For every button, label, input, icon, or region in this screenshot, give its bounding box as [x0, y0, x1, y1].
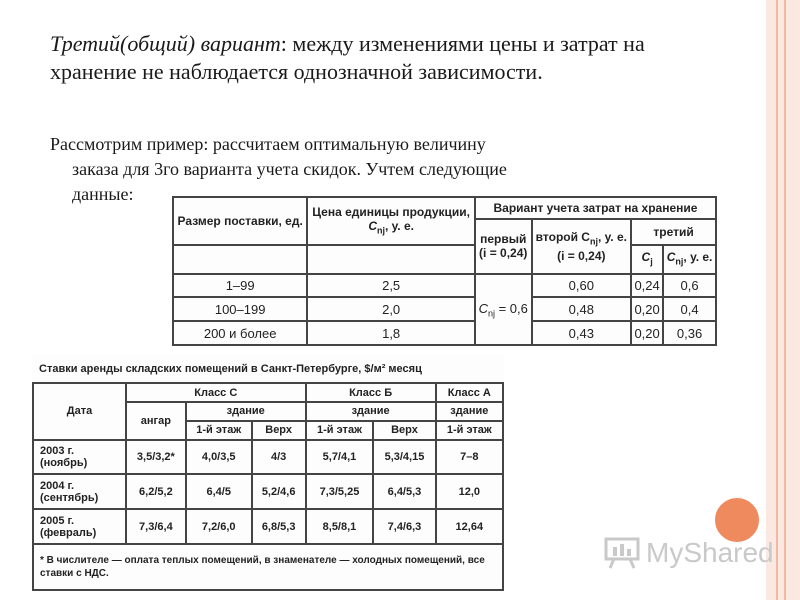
logo-text: MyShared — [646, 537, 774, 568]
col-header-class-a: Класс А — [436, 383, 503, 402]
rental-table-note: * В числителе — оплата теплых помещений, в знаменателе — холодных помещений, все ставки с НДС. — [33, 544, 503, 590]
decorative-border-line — [784, 0, 786, 600]
decorative-border-line — [776, 0, 778, 600]
col-header-class-c: Класс С — [126, 383, 306, 402]
col-header-building-c: здание — [186, 402, 306, 421]
paragraph-line-1: Рассмотрим пример: рассчитаем оптимальную величину — [50, 134, 486, 154]
col-header-hangar: ангар — [126, 402, 186, 440]
col-header-top: Верх — [252, 421, 306, 440]
col-header-building-b: здание — [306, 402, 436, 421]
rental-table-title: Ставки аренды складских помещений в Санкт-Петербурге, $/м² месяц — [33, 355, 503, 383]
rental-rates-table-image — [32, 355, 504, 591]
col-header-second: второй $C_{nj}$, у. е. (i = 0,24) — [532, 219, 632, 273]
table-row: 2003 г. (ноябрь) 3,5/3,2* 4,0/3,5 4/3 5,7/4,1 5,3/4,15 7–8 — [33, 440, 503, 475]
table-row: 2005 г. (февраль) 7,3/6,4 7,2/6,0 6,8/5,3 8,5/8,1 7,4/6,3 12,64 — [33, 509, 503, 544]
col-header-cj: $C_j$ — [631, 245, 663, 274]
col-header-size: Размер поставки, ед. — [173, 197, 307, 245]
col-header-date: Дата — [33, 383, 126, 439]
paragraph-line-3: данные: — [72, 184, 134, 204]
col-header-first: первый (i = 0,24) — [475, 219, 532, 273]
decorative-border-band — [766, 0, 800, 600]
col-header-building-a: здание — [436, 402, 503, 421]
col-header-floor1: 1-й этаж — [186, 421, 252, 440]
heading-italic: Третий(общий) вариант — [50, 31, 281, 56]
first-variant-value: $C_{nj} = 0,6$ — [475, 274, 532, 345]
table-row: 100–199 2,0 0,48 0,20 0,4 — [173, 297, 716, 321]
table-row: 1–99 2,5 $C_{nj} = 0,6$ 0,60 0,24 0,6 — [173, 274, 716, 298]
presentation-board-icon — [604, 537, 640, 569]
col-header-class-b: Класс Б — [306, 383, 436, 402]
myshared-logo — [604, 536, 774, 570]
slide-heading — [50, 30, 710, 86]
col-header-top: Верх — [373, 421, 435, 440]
paragraph-line-2: заказа для 3го варианта учета скидок. Учтем следующие — [72, 159, 507, 179]
table-row: 2004 г. (сентябрь) 6,2/5,2 6,4/5 5,2/4,6 7,3/5,25 6,4/5,3 12,0 — [33, 474, 503, 509]
col-header-floor1: 1-й этаж — [436, 421, 503, 440]
col-header-price: Цена единицы продукции, $C_{nj}$, у. е. — [307, 197, 475, 245]
storage-cost-table-image — [172, 196, 717, 346]
col-header-floor1: 1-й этаж — [306, 421, 374, 440]
col-header-variant: Вариант учета затрат на хранение — [475, 197, 716, 219]
col-header-third: третий — [631, 219, 716, 245]
heading-text: : между изменениями цены и затрат на хранение не наблюдается однозначной зависимости. — [50, 31, 645, 84]
table-row: 200 и более 1,8 0,43 0,20 0,36 — [173, 321, 716, 345]
col-header-cnj: $C_{nj}$, у. е. — [663, 245, 716, 274]
